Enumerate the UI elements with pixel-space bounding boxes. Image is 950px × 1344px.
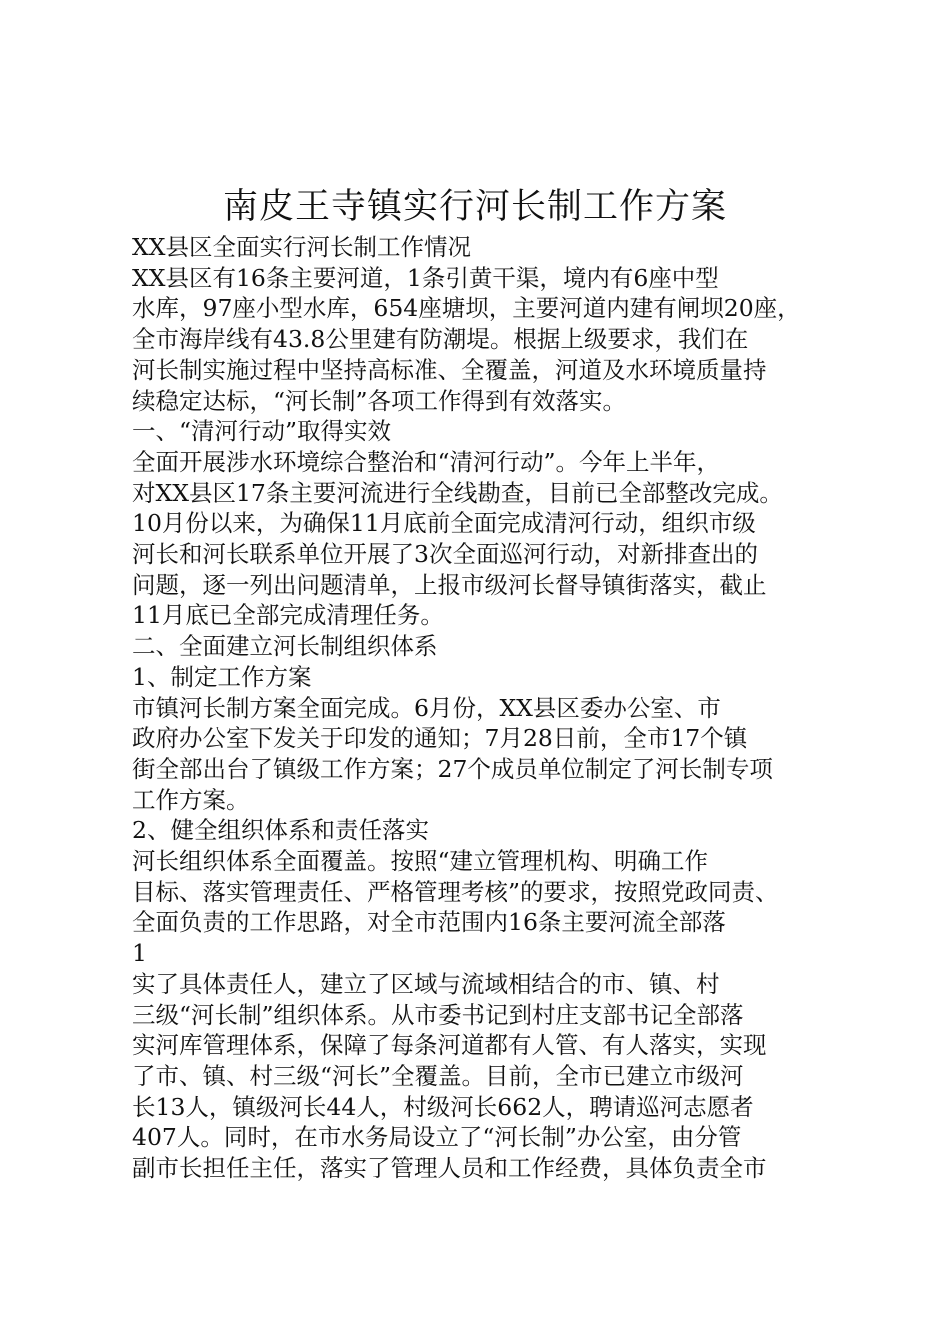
- text-line: 河长制实施过程中坚持高标准、全覆盖，河道及水环境质量持: [132, 355, 767, 384]
- text-line: 政府办公室下发关于印发的通知；7月28日前，全市17个镇: [132, 724, 748, 753]
- text-line: 2、健全组织体系和责任落实: [132, 816, 429, 845]
- text-line: XX县区全面实行河长制工作情况: [132, 233, 471, 261]
- text-line: 河长组织体系全面覆盖。按照“建立管理机构、明确工作: [132, 847, 709, 876]
- text-line: 全市海岸线有43.8公里建有防潮堤。根据上级要求，我们在: [132, 325, 749, 354]
- text-line: 一、“清河行动”取得实效: [132, 417, 392, 446]
- page-number: 1: [132, 939, 147, 968]
- text-line: 了市、镇、村三级“河长”全覆盖。目前，全市已建立市级河: [132, 1061, 744, 1090]
- text-line: 副市长担任主任，落实了管理人员和工作经费，具体负责全市: [132, 1154, 767, 1183]
- text-line: 问题，逐一列出问题清单，上报市级河长督导镇街落实，截止: [132, 570, 767, 599]
- text-line: 1、制定工作方案: [132, 662, 312, 691]
- text-line: 实河库管理体系，保障了每条河道都有人管、有人落实，实现: [132, 1031, 767, 1060]
- text-line: 全面负责的工作思路，对全市范围内16条主要河流全部落: [132, 908, 726, 937]
- text-line: 全面开展涉水环境综合整治和“清河行动”。今年上半年，: [132, 447, 721, 476]
- text-line: 水库，97座小型水库，654座塘坝，主要河道内建有闸坝20座，: [132, 294, 801, 323]
- text-line: 街全部出台了镇级工作方案；27个成员单位制定了河长制专项: [132, 754, 773, 783]
- text-line: 工作方案。: [132, 785, 250, 814]
- text-line: 11月底已全部完成清理任务。: [132, 601, 444, 630]
- text-line: 二、全面建立河长制组织体系: [132, 632, 438, 661]
- text-line: 目标、落实管理责任、严格管理考核”的要求，按照党政同责、: [132, 877, 779, 906]
- text-line: XX县区有16条主要河道，1条引黄干渠，境内有6座中型: [132, 263, 719, 292]
- document-body: [132, 232, 832, 1184]
- text-line: 河长和河长联系单位开展了3次全面巡河行动，对新排查出的: [132, 540, 758, 569]
- text-line: 10月份以来，为确保11月底前全面完成清河行动，组织市级: [132, 509, 756, 538]
- text-line: 实了具体责任人，建立了区域与流域相结合的市、镇、村: [132, 969, 720, 998]
- text-line: 407人。同时，在市水务局设立了“河长制”办公室，由分管: [132, 1123, 742, 1152]
- text-line: 市镇河长制方案全面完成。6月份，XX县区委办公室、市: [132, 693, 721, 722]
- text-line: 长13人，镇级河长44人，村级河长662人，聘请巡河志愿者: [132, 1092, 754, 1121]
- text-line: 对XX县区17条主要河流进行全线勘查，目前已全部整改完成。: [132, 478, 783, 507]
- document-title: 南皮王寺镇实行河长制工作方案: [222, 187, 727, 227]
- text-line: 三级“河长制”组织体系。从市委书记到村庄支部书记全部落: [132, 1000, 744, 1029]
- text-line: 续稳定达标，“河长制”各项工作得到有效落实。: [132, 386, 627, 415]
